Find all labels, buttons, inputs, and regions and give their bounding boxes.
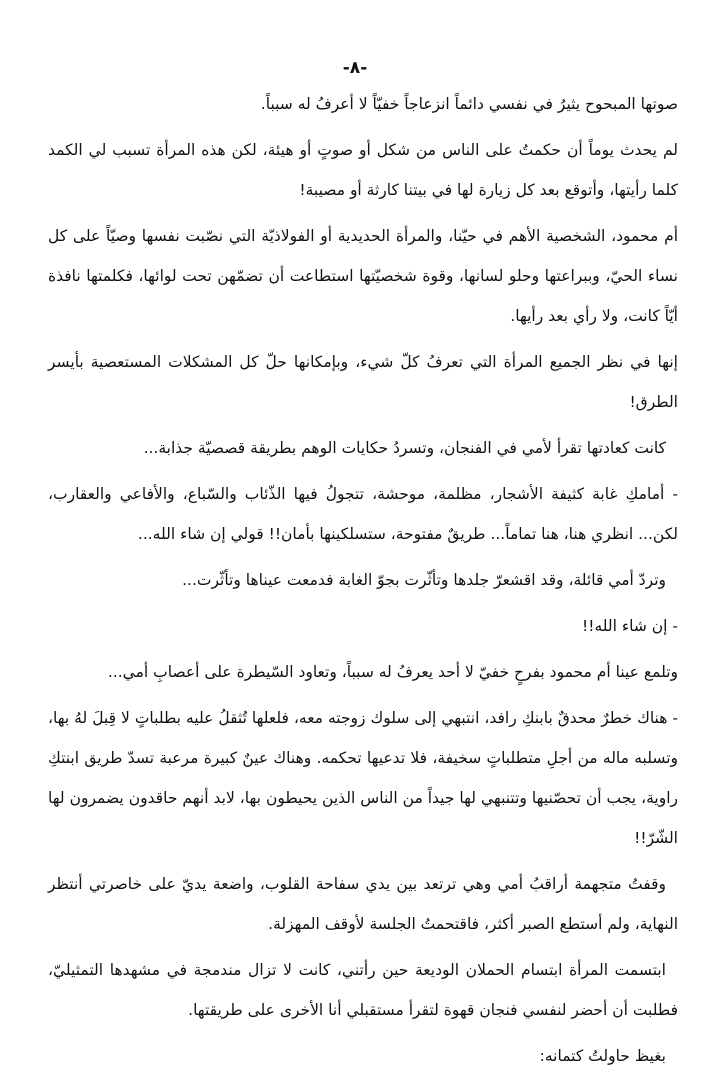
paragraph-10: - هناك خطرٌ محدقٌ بابنكِ رافد، انتبهي إلى سلوك زوجته معه، فلعلها تُثقلُ عليه بطلباتٍ لا قِبلَ لهُ بها، وتسلبه ماله من أجلِ متطلباتٍ سخيفة، فلا تدعيها تحكمه. وهناك عينٌ كبيرة مرعبة تسدّ طريق ابنتكِ راوية، يجب أن تحصّنيها وتتنبهي لها جيداً من الناس الذين يحيطون بها، لابد أنهم حاقدون يضمرون لها الشّرّ!! (48, 709, 678, 847)
paragraph-11: وقفتُ متجهمة أراقبُ أمي وهي ترتعد بين يدي سفاحة القلوب، واضعة يديّ على خاصرتي أنتظر النهاية، ولم أستطع الصبر أكثر، فاقتحمتُ الجلسة لأوقف المهزلة. (48, 875, 678, 933)
paragraph-7: وتردّ أمي قائلة، وقد اقشعرّ جلدها وتأثّرت بجوّ الغابة فدمعت عيناها وتأثّرت... (182, 571, 666, 589)
paragraph-3: أم محمود، الشخصية الأهم في حيّنا، والمرأة الحديدية أو الفولاذيّة التي نصّبت نفسها وصيّاً على كل نساء الحيّ، وببراعتها وحلو لسانها، وقوة شخصيّتها استطاعت أن تضمّهن تحت لوائها، فكلمتها نافذة أيّاً كانت، ولا رأي بعد رأيها. (48, 227, 678, 325)
paragraph-4: إنها في نظر الجميع المرأة التي تعرفُ كلّ شيء، وبإمكانها حلّ كل المشكلات المستعصية بأيسر الطرق! (48, 353, 678, 411)
paragraph-9: وتلمع عينا أم محمود بفرحٍ خفيّ لا أحد يعرفُ له سبباً، وتعاود السّيطرة على أعصابِ أمي... (107, 663, 678, 681)
body-text (48, 84, 678, 1082)
paragraph-1: صوتها المبحوح يثيرُ في نفسي دائماً انزعاجاً خفيّاً لا أعرفُ له سبباً. (260, 95, 678, 113)
paragraph-5: كانت كعادتها تقرأ لأمي في الفنجان، وتسردُ حكايات الوهم بطريقة قصصيّة جذابة... (143, 439, 666, 457)
paragraph-13: بغيظ حاولتُ كتمانه: (539, 1047, 666, 1065)
paragraph-2: لم يحدث يوماً أن حكمتُ على الناس من شكل أو صوتٍ أو هيئة، لكن هذه المرأة تسبب لي الكمد كلما رأيتها، وأتوقع بعد كل زيارة لها في بيتنا كارثة أو مصيبة! (48, 141, 678, 199)
paragraph-8: - إن شاء الله!! (582, 617, 678, 635)
page-number: -٨- (342, 58, 368, 78)
paragraph-6: - أمامكِ غابة كثيفة الأشجار، مظلمة، موحشة، تتجولُ فيها الذّئاب والسّباع، والأفاعي والعقارب، لكن... انظري هنا، هنا تماماً... طريقٌ مفتوحة، ستسلكينها بأمان!! قولي إن شاء الله... (48, 485, 678, 543)
paragraph-12: ابتسمت المرأة ابتسام الحملان الوديعة حين رأتني، كانت لا تزال مندمجة في مشهدها التمثيليّ، فطلبت أن أحضر لنفسي فنجان قهوة لتقرأ مستقبلي أنا الأخرى على طريقتها. (48, 961, 678, 1019)
